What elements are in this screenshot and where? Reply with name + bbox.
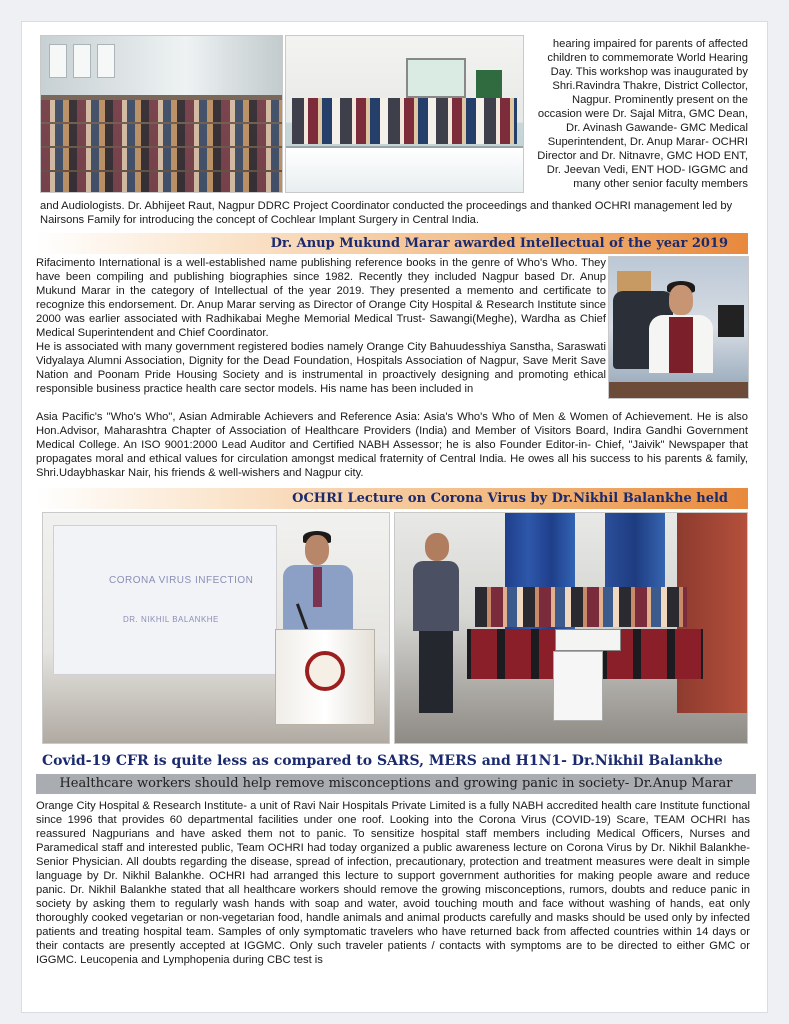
podium-logo: [305, 651, 345, 691]
workshop-stage-photo: [285, 35, 524, 193]
workshop-audience-photo: [40, 35, 283, 193]
slide-subtitle: DR. NIKHIL BALANKHE: [123, 615, 219, 624]
award-heading: Dr. Anup Mukund Marar awarded Intellectual of the year 2019: [36, 233, 748, 254]
covid-body: Orange City Hospital & Research Institute- a unit of Ravi Nair Hospitals Private Limited is a fully NABH accredited health care Institute functional since 1996 that provides 60 departmental facilities under one roof. Looking into the Corona Virus (COVID-19) Scare, TEAM OCHRI has reassured Nagpurians and have asked them not to panic. To sensitize hospital staff members including Medical Officers, Nurses and Paramedical staff and interested public, Team OCHRI had today organized a public awareness lecture on Corona Virus by Dr. Nikhil Balankhe- Senior Physician. All doubts regarding the disease, spread of infection, precautionary, protection and treatment measures were dealt in simple language by Dr. Nikhil Balankhe. OCHRI had arranged this lecture to support government authorities for making people aware and reduce panic. Dr. Nikhil Balankhe stated that all healthcare workers should remove the growing misconceptions, rumors, doubts and reduce panic in society by asking them to regularly wash hands with soap and water, avoid touching mouth and face without washing of hands, eat only thoroughly cooked vegetarian or non-vegetarian food, handle animals and animal products carefully and masks should be used only by infected patients and treating hospital team. Samples of only symptomatic travelers who have returned back from affected countries within 14 days or their contacts are presently accepted at IGGMC. Only such traveler patients / contacts with symptoms are to be directed to either GMC or IGGMC. Leucopenia and Lymphopenia during CBC test is: [36, 800, 750, 966]
newsletter-page: [22, 22, 767, 1012]
lecture-podium-photo: [42, 512, 390, 744]
covid-heading: Covid-19 CFR is quite less as compared to SARS, MERS and H1N1- Dr.Nikhil Balankhe: [42, 753, 723, 769]
award-para1: Rifacimento International is a well-established name publishing reference books in the genre of Who's Who. They have been compiling and publishing biographies since 1982. Recently they included Nagpur based Dr. Anup Mukund Marar in the category of Intellectual of the year 2019. They presented a memento and certificate to recognize this endorsement. Dr. Anup Marar serving as Director of Orange City Hospital & Research Institute since 2000 was earlier associated with Radhikabai Meghe Memorial Medical Trust- Sawangi(Meghe), Wardha as Chief Medical Superintendent and Chief Coordinator.: [36, 257, 606, 339]
lecture-heading: OCHRI Lecture on Corona Virus by Dr.Nikhil Balankhe held: [36, 488, 748, 509]
workshop-text-full: and Audiologists. Dr. Abhijeet Raut, Nagpur DDRC Project Coordinator conducted the proceedings and thanked OCHRI management led by Nairsons Family for introducing the concept of Cochlear Implant Surgery in Central India.: [40, 200, 733, 226]
award-para3: Asia Pacific's "Who's Who", Asian Admirable Achievers and Reference Asia: Asia's Who's Who of Men & Women of Achievement. He is also Hon.Advisor, Maharashtra Chapter of Association of Healthcare Providers (India) and Member of Visitors Board, Indira Gandhi Government Medical College. An ISO 9001:2000 Lead Auditor and Certified NABH Assessor; he is also Founder Editor-in- Chief, "Jaivik" Newspaper that propagates moral and ethical values for circulation amongst medical fraternity of Central India. He owes all his success to his parents & family, Shri.Udaybhaskar Nair, his friends & well-wishers and Nagpur city.: [36, 411, 748, 479]
workshop-text-right: hearing impaired for parents of affected children to commemorate World Hearing Day. This workshop was inaugurated by Shri.Ravindra Thakre, District Collector, Nagpur. Prominently present on the occasion were Dr. Sajal Mitra, GMC Dean, Dr. Avinash Gawande- GMC Medical Superintendent, Dr. Anup Marar- OCHRI Director and Dr. Nitnavre, GMC HOD ENT, Dr. Jeevan Vedi, ENT HOD- IGGMC and many other senior faculty members: [537, 38, 748, 190]
covid-subheading: Healthcare workers should help remove misconceptions and growing panic in society- Dr.Anup Marar: [36, 774, 756, 794]
slide-title: CORONA VIRUS INFECTION: [109, 575, 254, 586]
projection-screen: [53, 525, 277, 675]
lecture-audience-photo: [394, 512, 748, 744]
award-portrait-photo: [608, 256, 749, 399]
award-para2: He is associated with many government registered bodies namely Orange City Bahuudesshiya Sanstha, Saraswati Vidyalaya Alumni Association, Dignity for the Dead Foundation, Hospitals Association of Nagpur, Save Merit Save Nation and Poonam Pride Housing Society and is instrumental in proactively designing and promoting ethical responsible business practice health care sector models. His name has been included in: [36, 341, 606, 395]
